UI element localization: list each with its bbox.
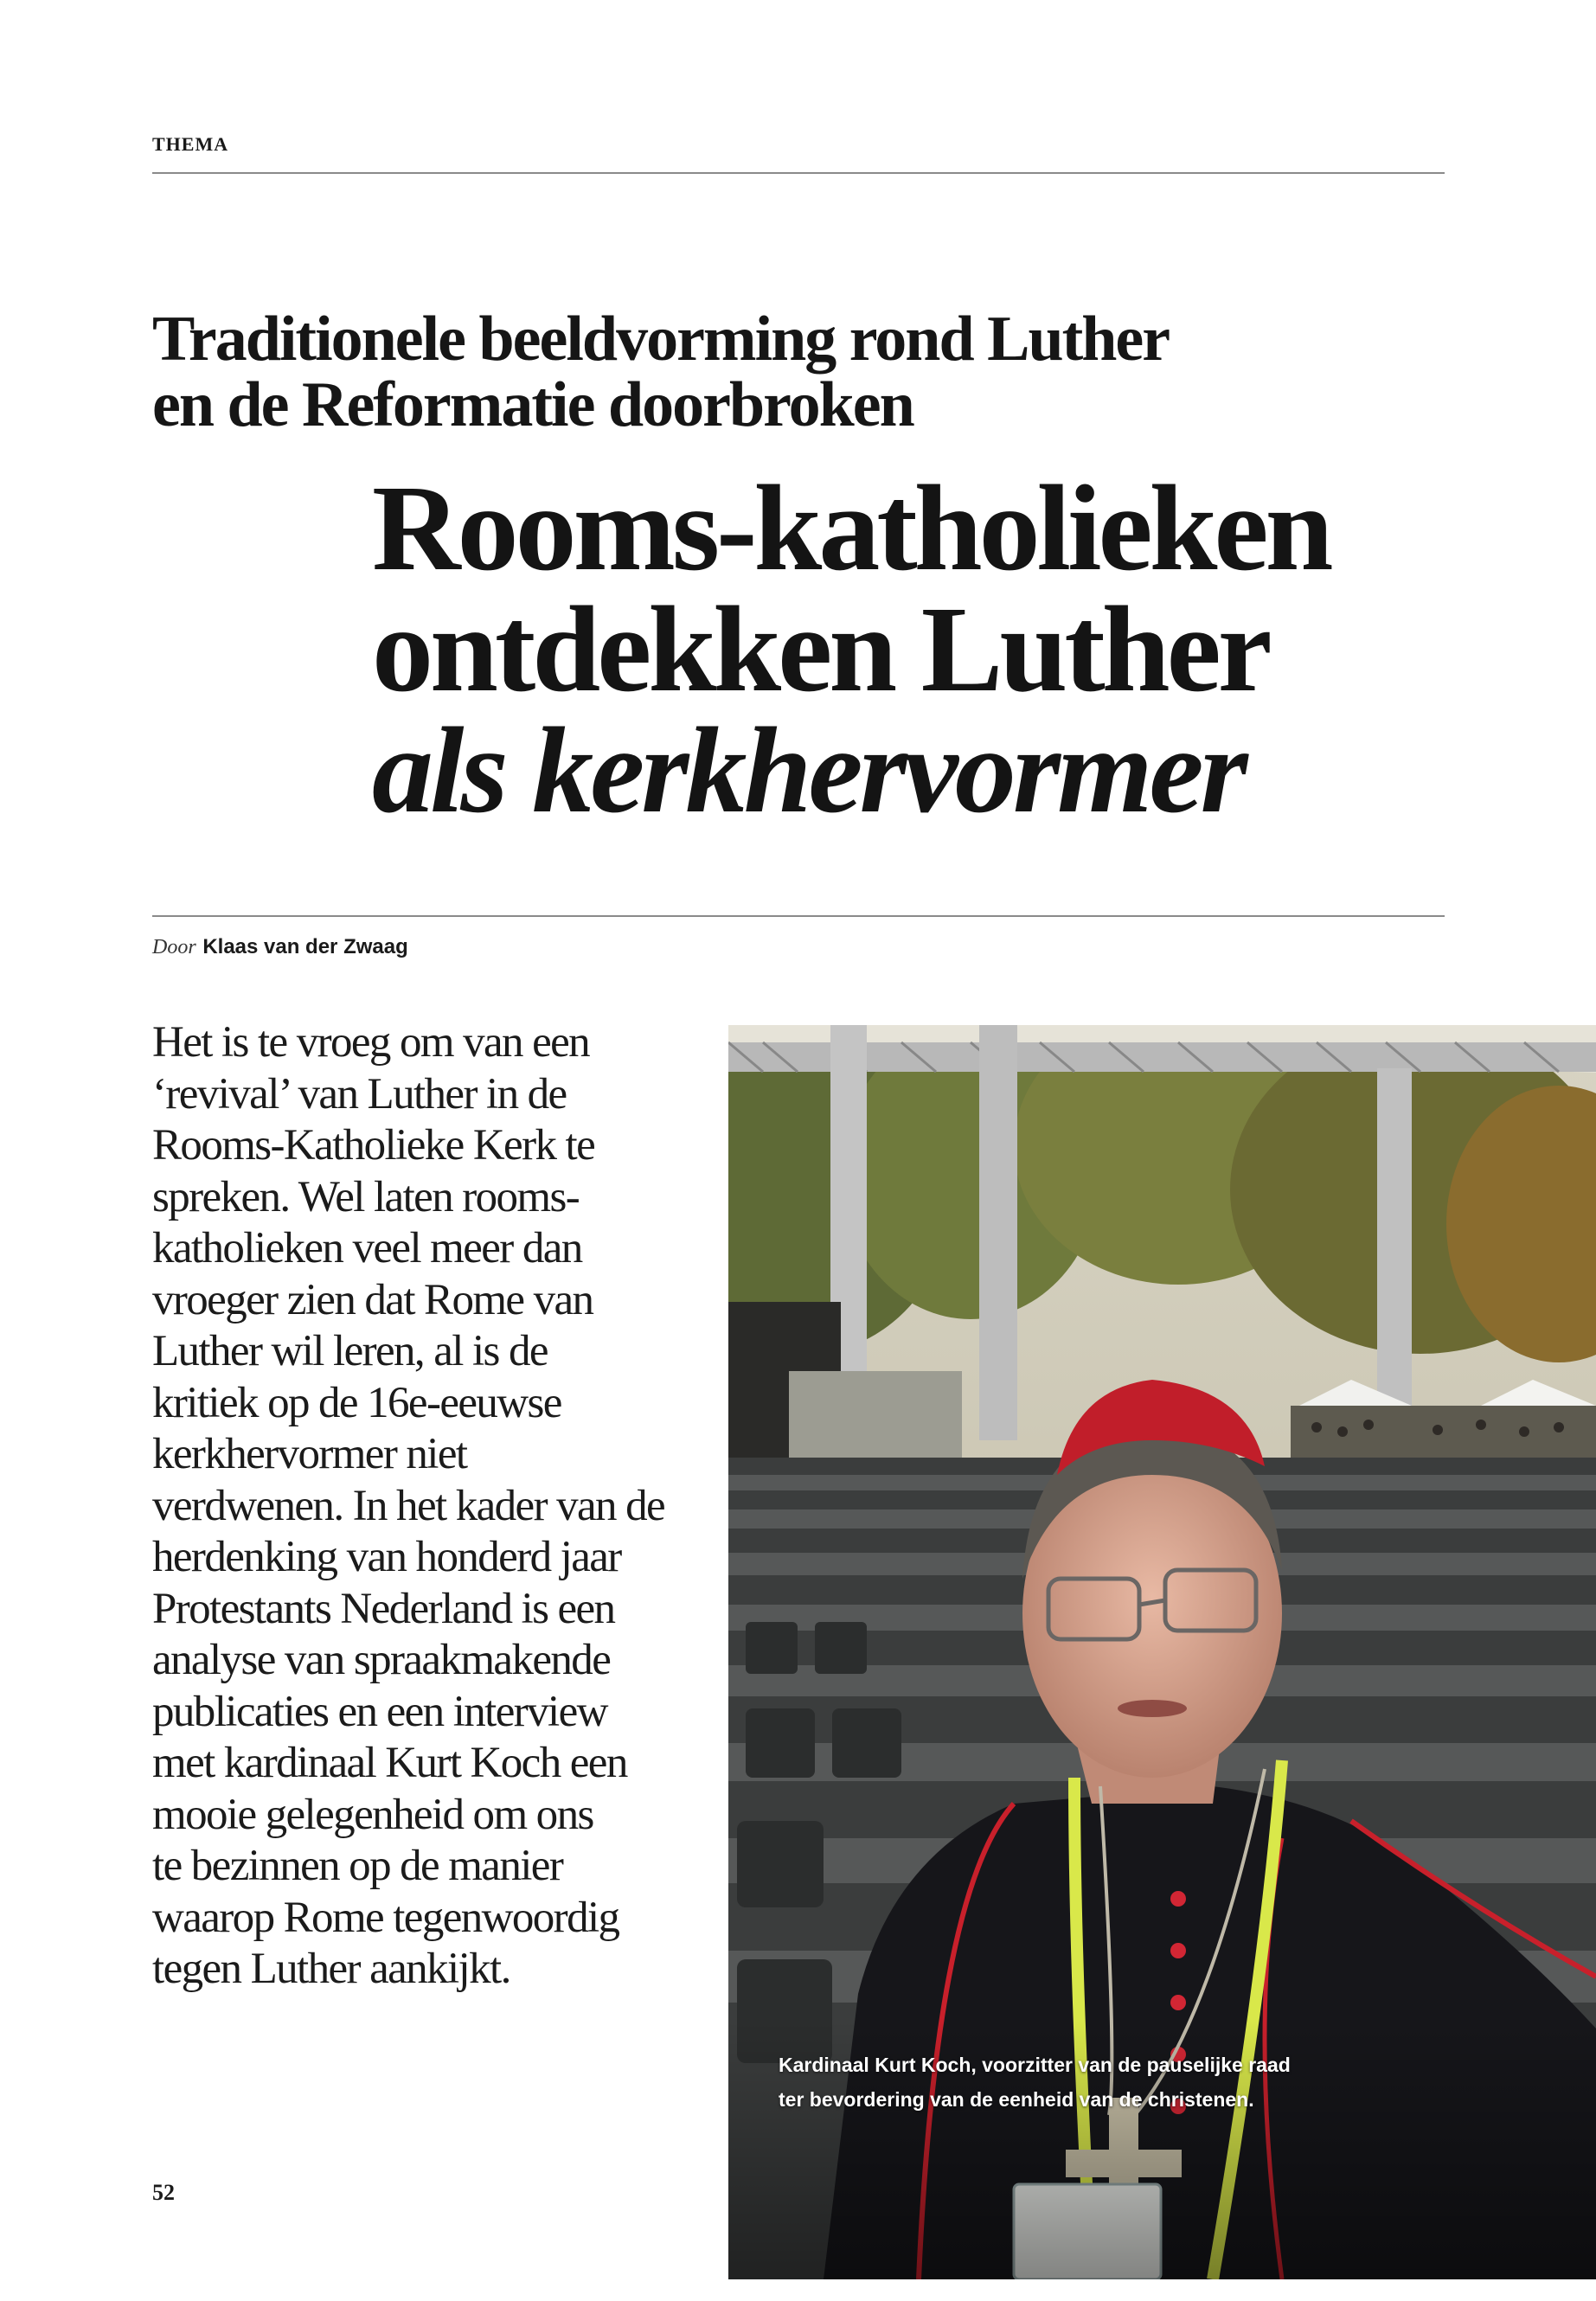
intro-line: tegen Luther aankijkt. [152,1945,510,1993]
intro-line: Rooms-Katholieke Kerk te [152,1121,595,1170]
intro-line: met kardinaal Kurt Koch een [152,1739,627,1787]
intro-line: Het is te vroeg om van een [152,1018,590,1067]
kicker [152,306,1381,438]
caption-line: ter bevordering van de eenheid van de christenen. [779,2088,1254,2111]
author-name: Klaas van der Zwaag [202,935,408,958]
intro-line: vroeger zien dat Rome van [152,1275,593,1324]
intro-line: ‘revival’ van Luther in de [152,1069,567,1118]
intro-line: kritiek op de 16e-eeuwse [152,1378,561,1427]
intro-line: Protestants Nederland is een [152,1584,615,1633]
intro-line: mooie gelegenheid om ons [152,1790,593,1839]
byline-divider [152,915,1445,917]
intro-line: te bezinnen op de manier [152,1842,563,1890]
headline [372,459,1462,838]
intro-line: waarop Rome tegenwoordig [152,1893,619,1942]
headline-line: Rooms-katholieken [372,459,1330,596]
intro-line: verdwenen. In het kader van de [152,1481,665,1530]
page-number: 52 [152,2180,175,2205]
intro-line: spreken. Wel laten rooms- [152,1172,580,1221]
intro-line: analyse van spraakmakende [152,1636,611,1684]
kicker-line: Traditionele beeldvorming rond Luther [152,304,1170,375]
intro-line: herdenking van honderd jaar [152,1533,621,1581]
intro-line: kerkhervormer niet [152,1430,467,1478]
intro-line: publicaties en een interview [152,1687,607,1736]
intro-paragraph [152,1017,706,1996]
top-divider [152,172,1445,174]
section-label: THEMA [152,133,229,155]
intro-line: katholieken veel meer dan [152,1224,582,1272]
byline [152,934,408,959]
headline-italic-line: als kerkhervormer [372,702,1245,838]
intro-line: Luther wil leren, al is de [152,1327,548,1375]
headline-line: ontdekken Luther [372,580,1269,717]
byline-prefix: Door [152,936,196,958]
photo-caption [779,2048,1436,2117]
kicker-line: en de Reformatie doorbroken [152,369,913,440]
caption-line: Kardinaal Kurt Koch, voorzitter van de pauselijke raad [779,2054,1291,2076]
